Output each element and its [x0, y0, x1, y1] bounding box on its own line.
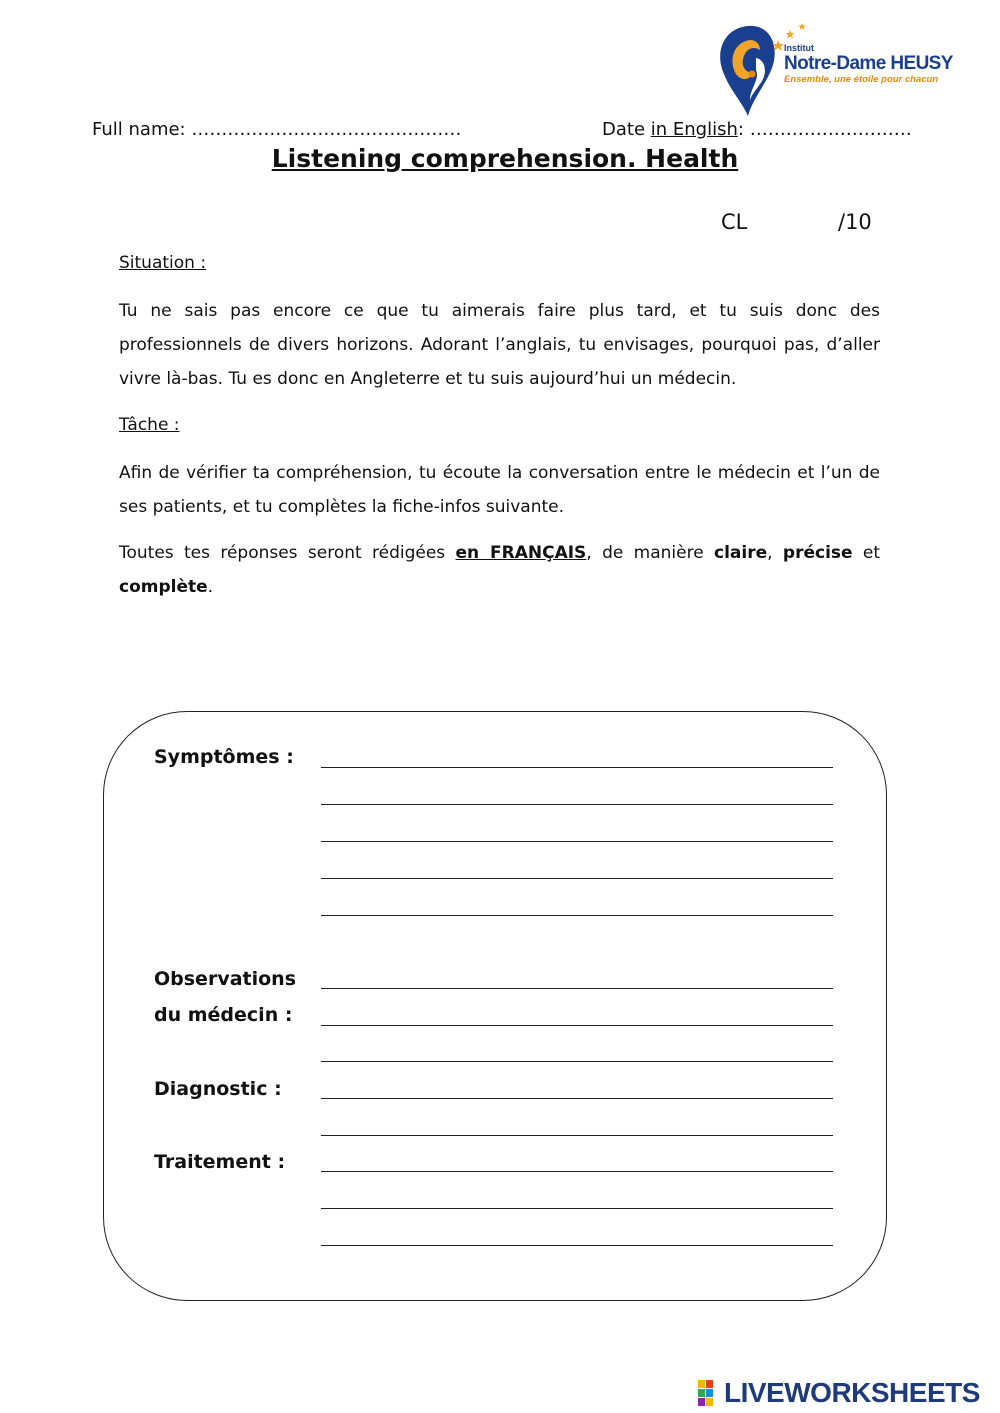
- symptoms-line-4[interactable]: [321, 878, 833, 879]
- task-text: Afin de vérifier ta compréhension, tu écoute la conversation entre le médecin et l’un de ses patients, et tu complètes la fiche-infos suivante.: [119, 463, 880, 517]
- logo-text: [784, 44, 954, 85]
- treatment-line-1[interactable]: [321, 1171, 833, 1172]
- fullname-field[interactable]: [92, 119, 461, 140]
- date-label-pre: Date: [602, 119, 651, 140]
- treatment-label: Traitement :: [154, 1151, 286, 1173]
- instr-language: en FRANÇAIS: [455, 543, 587, 563]
- logo-institut: Institut: [784, 43, 814, 53]
- situation-text: Tu ne sais pas encore ce que tu aimerais faire plus tard, et tu suis donc des professionnels de divers horizons. Adorant l’anglais, tu envisages, pourquoi pas, d’aller vivre là-bas. Tu es donc en Angleterre et tu suis aujourd’hui un médecin.: [119, 301, 880, 389]
- diagnostic-label: Diagnostic :: [154, 1078, 282, 1100]
- fullname-dots[interactable]: ………………………………………: [191, 119, 462, 140]
- score-total: /10: [838, 210, 872, 234]
- symptoms-line-1[interactable]: [321, 767, 833, 768]
- observations-label-1: Observations: [154, 968, 297, 990]
- task-label: Tâche :: [119, 415, 180, 435]
- logo-slogan: Ensemble, une étoile pour chacun: [784, 74, 939, 85]
- liveworksheets-logo-icon: [697, 1378, 723, 1408]
- observations-line-2[interactable]: [321, 1025, 833, 1026]
- treatment-line-2[interactable]: [321, 1208, 833, 1209]
- task-instructions: Toutes tes réponses seront rédigées en FRANÇAIS, de manière claire, précise et complète.: [119, 543, 881, 597]
- situation-label: Situation :: [119, 253, 207, 273]
- logo-school-name: Notre-Dame HEUSY: [784, 53, 953, 74]
- page-title: Listening comprehension. Health: [271, 144, 739, 173]
- liveworksheets-brand[interactable]: LIVEWORKSHEETS: [724, 1377, 980, 1408]
- date-label-underlined: in English: [650, 119, 738, 140]
- symptoms-line-2[interactable]: [321, 804, 833, 805]
- observations-line-3[interactable]: [321, 1061, 833, 1062]
- instr-precise: précise: [782, 543, 853, 563]
- treatment-line-3[interactable]: [321, 1245, 833, 1246]
- fullname-label: Full name:: [92, 119, 186, 140]
- instr-clear: claire: [714, 543, 768, 563]
- date-dots[interactable]: ………………………: [749, 119, 912, 140]
- observations-line-1[interactable]: [321, 988, 833, 989]
- date-field[interactable]: [602, 119, 912, 140]
- symptoms-line-5[interactable]: [321, 915, 833, 916]
- symptoms-label: Symptômes :: [154, 746, 294, 768]
- symptoms-line-3[interactable]: [321, 841, 833, 842]
- observations-label-2: du médecin :: [154, 1004, 293, 1026]
- score-label: CL: [721, 210, 748, 234]
- instr-complete: complète: [119, 577, 208, 597]
- diagnostic-line-2[interactable]: [321, 1135, 833, 1136]
- diagnostic-line-1[interactable]: [321, 1098, 833, 1099]
- date-label-post: :: [737, 119, 744, 140]
